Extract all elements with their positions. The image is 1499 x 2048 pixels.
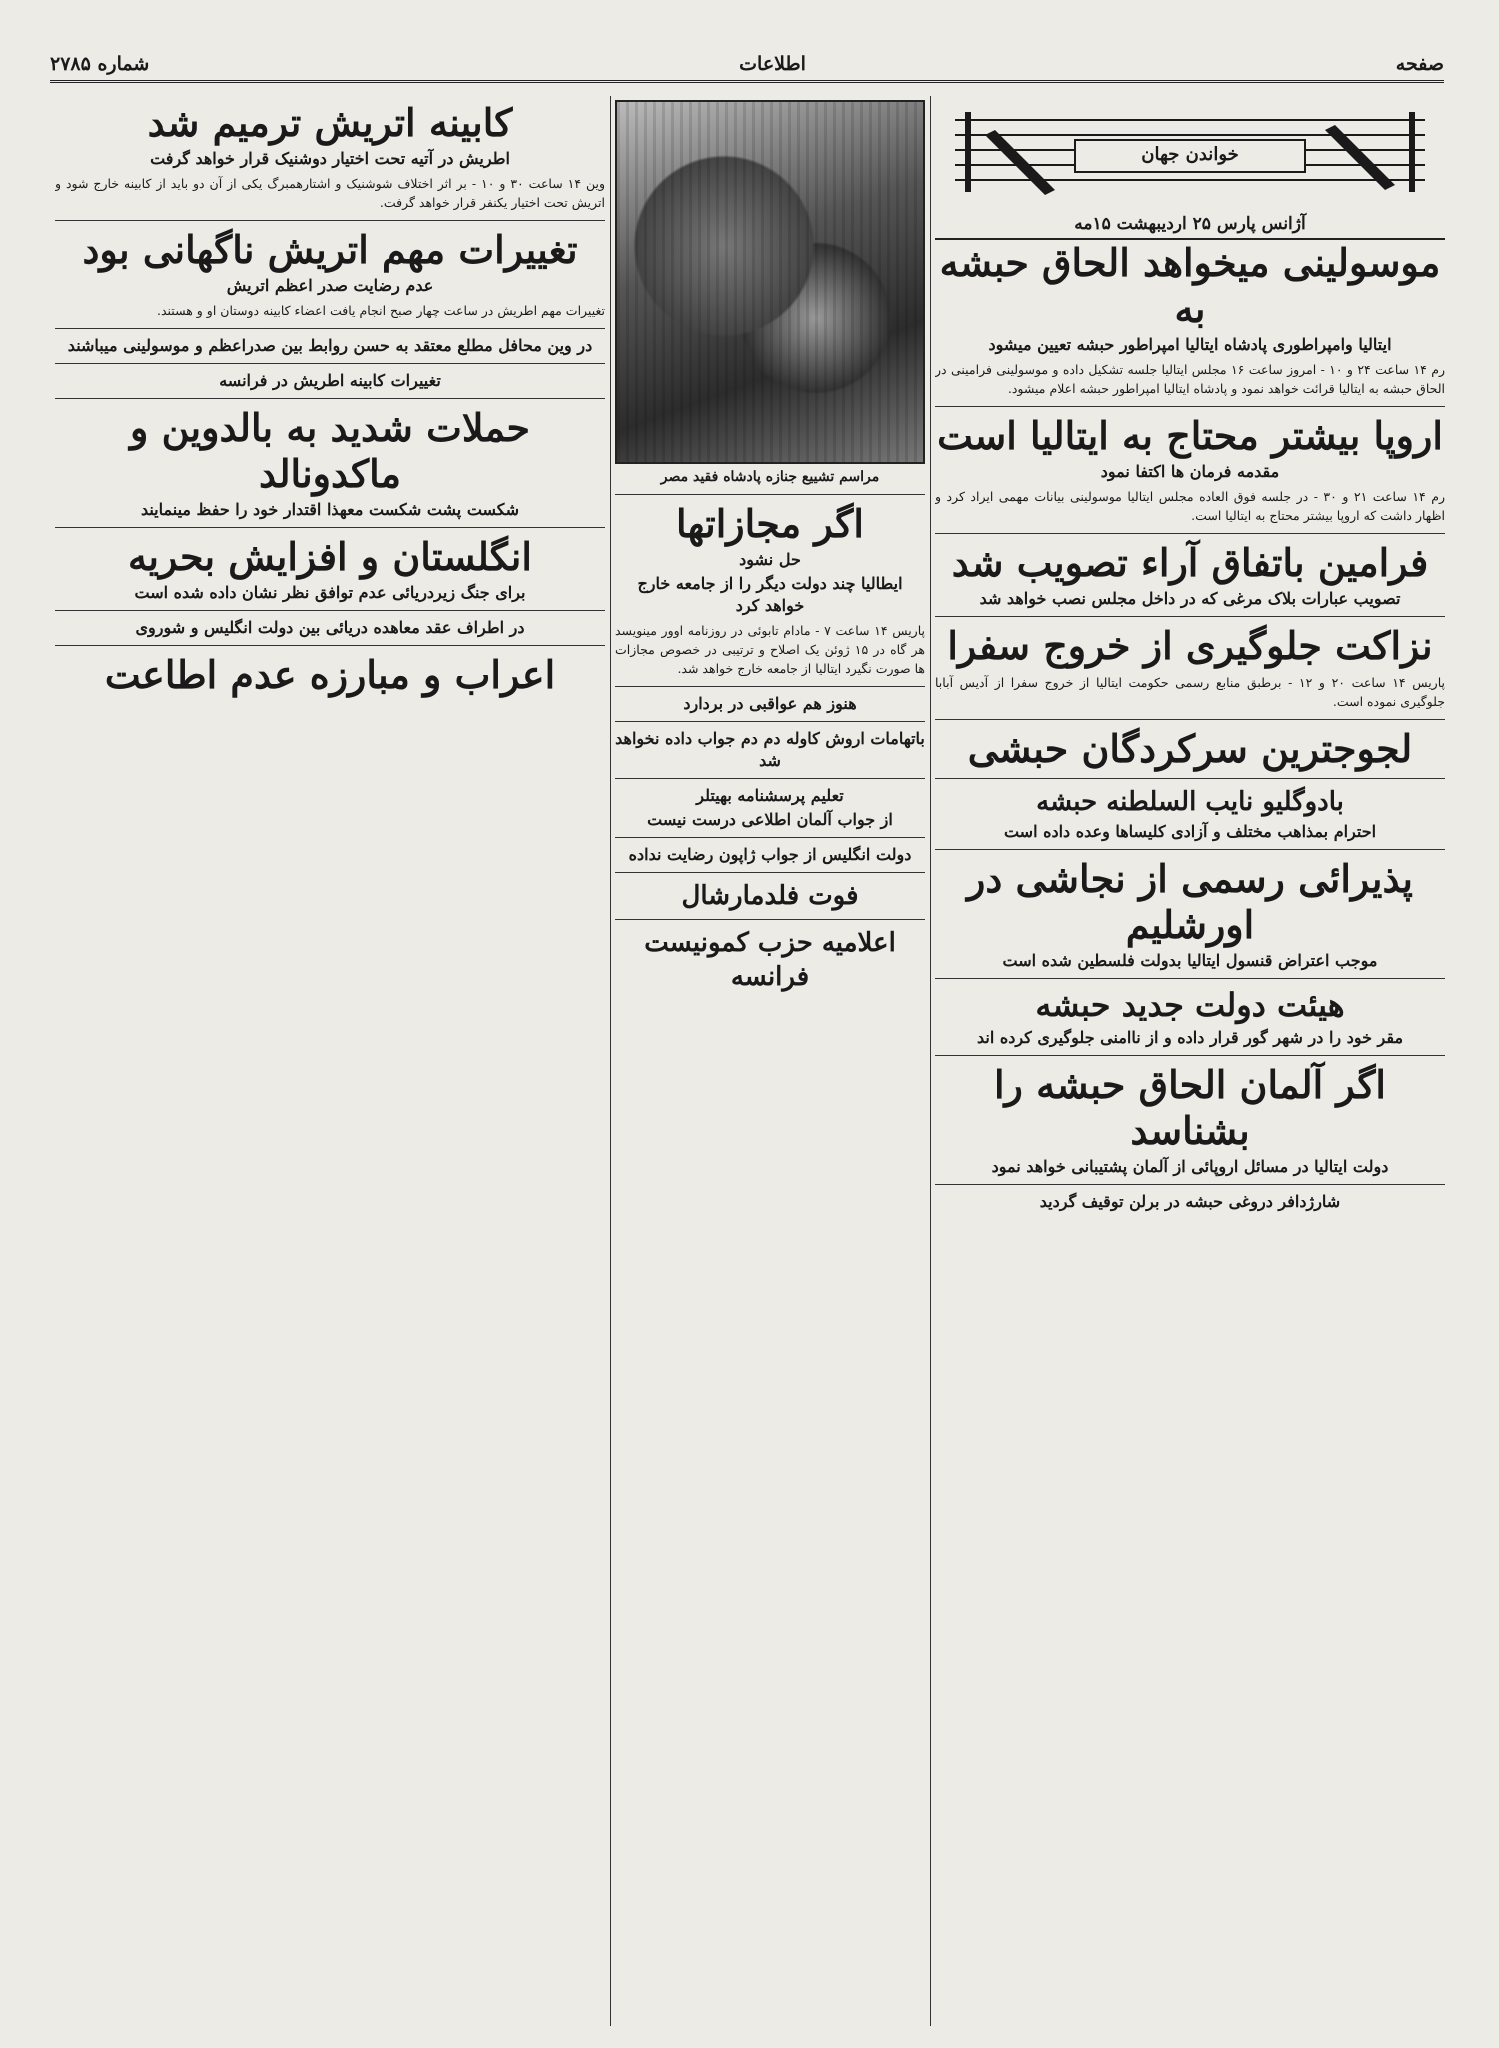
- divider: [935, 1055, 1445, 1056]
- headline: اگر آلمان الحاق حبشه را بشناسد: [994, 1062, 1386, 1153]
- headline: حملات شدید به بالدوین و ماکدونالد: [130, 405, 530, 496]
- divider: [55, 527, 605, 528]
- subheadline: دولت انگلیس از جواب ژاپون رضایت نداده: [628, 845, 912, 864]
- photo-caption: مراسم تشییع جنازه پادشاه فقید مصر: [660, 469, 880, 485]
- divider: [935, 406, 1445, 407]
- divider: [615, 686, 925, 687]
- subheadline: مقر خود را در شهر گور قرار داده و از ناامنی جلوگیری کرده اند: [976, 1028, 1404, 1047]
- article-body: تغییرات مهم اطریش در ساعت چهار صبح انجام یافت اعضاء کابینه دوستان او و هستند.: [157, 303, 605, 318]
- subheadline: ایطالیا چند دولت دیگر را از جامعه خارج خواهد کرد: [637, 574, 903, 615]
- divider: [615, 872, 925, 873]
- subheadline: شارژدافر دروغی حبشه در برلن توقیف گردید: [1039, 1192, 1341, 1211]
- divider: [55, 645, 605, 646]
- divider: [55, 328, 605, 329]
- article-body: رم ۱۴ ساعت ۲۱ و ۳۰ - در جلسه فوق العاده مجلس ایتالیا موسولینی بیانات مهمی ایراد کرد و اظهار داشت که اروپا بیشتر محتاج به ایتالیا است.: [935, 489, 1445, 523]
- headline: تغییرات مهم اتریش ناگهانی بود: [82, 227, 578, 272]
- divider: [935, 778, 1445, 779]
- divider: [935, 719, 1445, 720]
- divider: [935, 849, 1445, 850]
- article-body: رم ۱۴ ساعت ۲۴ و ۱۰ - امروز ساعت ۱۶ مجلس ایتالیا جلسه تشکیل داده و موسولینی فرامینی در الحاق حبشه به ایتالیا قرائت خواهد نمود و پادشاه ایتالیا امپراطور حبشه اعلام میشود.: [935, 362, 1445, 396]
- headline: بادوگلیو نایب السلطنه حبشه: [1036, 787, 1344, 817]
- masthead-issue-number: شماره ۲۷۸۵: [50, 53, 150, 75]
- agency-dateline: آژانس پارس ۲۵ اردیبهشت ۱۵مه: [935, 210, 1445, 240]
- headline: هیئت دولت جدید حبشه: [1035, 986, 1345, 1024]
- divider: [55, 363, 605, 364]
- headline: کابینه اتریش ترمیم شد: [147, 100, 513, 145]
- subheadline: حل نشود: [739, 550, 801, 569]
- logo-caption: خواندن جهان: [1141, 144, 1239, 165]
- divider: [935, 616, 1445, 617]
- masthead: [50, 48, 1444, 83]
- headline: فرامین باتفاق آراء تصویب شد: [951, 540, 1429, 585]
- masthead-page-label: صفحه: [1395, 53, 1444, 75]
- divider: [55, 398, 605, 399]
- subheadline: اطریش در آتیه تحت اختیار دوشنیک قرار خواهد گرفت: [150, 149, 510, 168]
- headline: انگلستان و افزایش بحریه: [128, 534, 532, 579]
- headline: اروپا بیشتر محتاج به ایتالیا است: [937, 413, 1443, 458]
- column-divider: [610, 96, 611, 2026]
- divider: [55, 220, 605, 221]
- article-body: پاریس ۱۴ ساعت ۷ - مادام تابوئی در روزنامه اوور مینویسد هر گاه در ۱۵ ژوئن یک اصلاح و ترتیبی در خصوص مجازات ها صورت نگیرد ایتالیا از جامعه خارج خواهد شد.: [615, 623, 925, 676]
- divider: [935, 1184, 1445, 1185]
- headline: اعلامیه حزب کمونیست فرانسه: [644, 928, 896, 992]
- divider: [935, 978, 1445, 979]
- subheadline: شکست پشت شکست معهذا اقتدار خود را حفظ مینمایند: [140, 500, 520, 519]
- headline: اعراب و مبارزه عدم اطاعت: [104, 652, 556, 697]
- subheadline: برای جنگ زیردریائی عدم توافق نظر نشان داده شده است: [134, 583, 526, 602]
- funeral-photo: [615, 100, 925, 464]
- subheadline: مقدمه فرمان ها اکتفا نمود: [1100, 462, 1280, 481]
- subheadline: در وین محافل مطلع معتقد به حسن روابط بین صدراعظم و موسولینی میباشند: [67, 336, 593, 355]
- divider: [935, 533, 1445, 534]
- divider: [615, 778, 925, 779]
- headline: پذیرائی رسمی از نجاشی در اورشلیم: [967, 856, 1413, 947]
- headline: موسولینی میخواهد الحاق حبشه به: [939, 240, 1441, 331]
- subheadline: هنوز هم عواقبی در بردارد: [683, 694, 857, 713]
- headline: نزاکت جلوگیری از خروج سفرا: [947, 623, 1433, 668]
- article-body: وین ۱۴ ساعت ۳۰ و ۱۰ - بر اثر اختلاف شوشنیک و اشتارهمبرگ یکی از آن دو باید از کابینه خارج شود و اتریش تحت اختیار یکنفر قرار خواهد گرفت.: [55, 176, 605, 210]
- headline: اگر مجازاتها: [676, 501, 864, 546]
- subheadline: تغییرات کابینه اطریش در فرانسه: [219, 371, 441, 390]
- subheadline: تعلیم پرسشنامه بهیتلر: [696, 786, 844, 805]
- subheadline: از جواب آلمان اطلاعی درست نیست: [647, 810, 893, 829]
- headline: فوت فلدمارشال: [681, 881, 859, 911]
- middle-column: [615, 100, 925, 994]
- subheadline: تصویب عبارات بلاک مرغی که در داخل مجلس نصب خواهد شد: [979, 589, 1401, 608]
- divider: [55, 610, 605, 611]
- subheadline: در اطراف عقد معاهده دریائی بین دولت انگلیس و شوروی: [135, 618, 525, 637]
- divider: [615, 919, 925, 920]
- headline: لجوجترین سرکردگان حبشی: [967, 726, 1413, 771]
- subheadline: احترام بمذاهب مختلف و آزادی کلیساها وعده داده است: [1003, 822, 1377, 841]
- left-column: [55, 100, 605, 698]
- divider: [615, 721, 925, 722]
- article-body: پاریس ۱۴ ساعت ۲۰ و ۱۲ - برطبق منابع رسمی حکومت ایتالیا از خروج سفرا از آدیس آبابا جلوگیری نموده است.: [935, 675, 1445, 709]
- divider: [615, 494, 925, 495]
- divider: [615, 837, 925, 838]
- subheadline: دولت ایتالیا در مسائل اروپائی از آلمان پشتیبانی خواهد نمود: [991, 1157, 1389, 1176]
- right-column: [935, 100, 1445, 1215]
- news-logo: [935, 100, 1445, 210]
- subheadline: ایتالیا وامپراطوری پادشاه ایتالیا امپراطور حبشه تعیین میشود: [988, 335, 1392, 354]
- masthead-paper-name: اطلاعات: [739, 53, 806, 75]
- subheadline: عدم رضایت صدر اعظم اتریش: [226, 276, 434, 295]
- column-divider: [930, 96, 931, 2026]
- subheadline: موجب اعتراض قنسول ایتالیا بدولت فلسطین شده است: [1002, 951, 1378, 970]
- subheadline: باتهامات اروش کاوله دم دم جواب داده نخواهد شد: [615, 729, 925, 770]
